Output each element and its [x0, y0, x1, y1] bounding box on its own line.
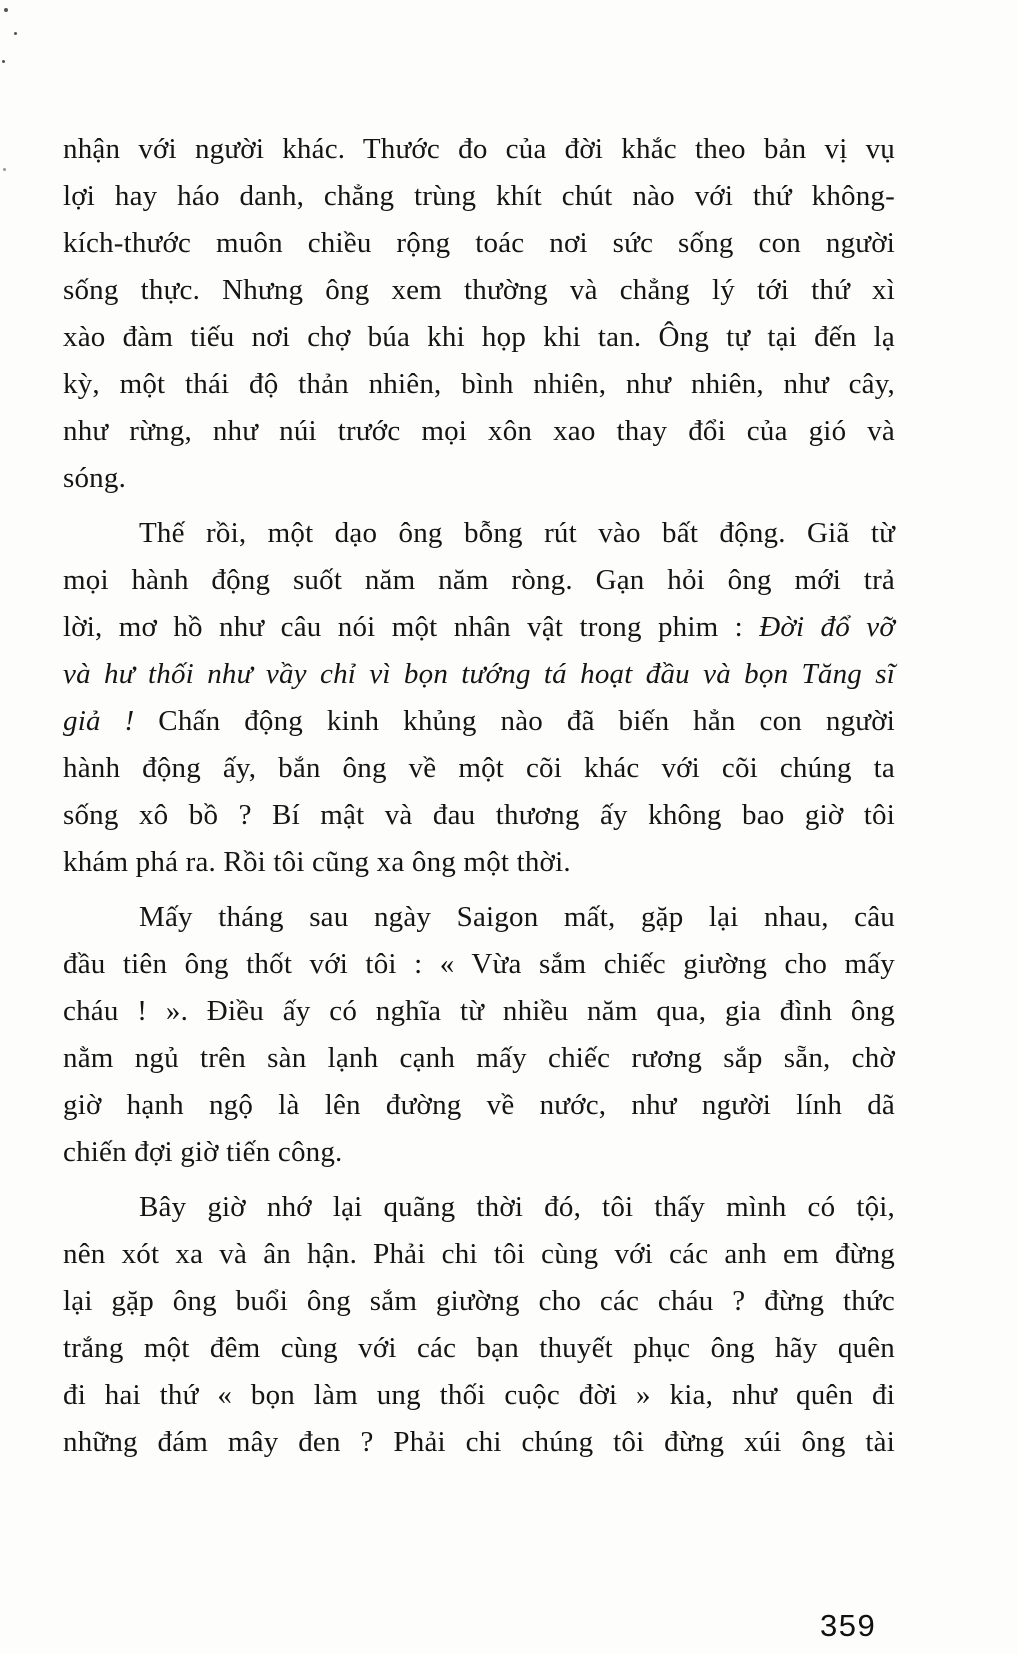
scan-speckle	[14, 32, 17, 35]
text-line: những đám mây đen ? Phải chi chúng tôi đừng xúi ông tài	[63, 1426, 895, 1458]
text-line: sóng.	[63, 462, 127, 494]
text-line: nhận với người khác. Thước đo của đời khắc theo bản vị vụ	[63, 133, 895, 165]
text-line: đi hai thứ « bọn làm ung thối cuộc đời » kia, như quên đi	[63, 1379, 895, 1411]
text-line: khám phá ra. Rồi tôi cũng xa ông một thời.	[63, 846, 571, 878]
text-line: kích-thước muôn chiều rộng toác nơi sức sống con người	[63, 227, 895, 259]
text-line	[63, 698, 895, 745]
text-line: và hư thối như vầy chỉ vì bọn tướng tá hoạt đầu và bọn Tăng sĩ	[63, 658, 895, 690]
text-segment: lời, mơ hồ như câu nói một nhân vật trong phim :	[63, 611, 760, 643]
text-line: cháu ! ». Điều ấy có nghĩa từ nhiều năm qua, gia đình ông	[63, 995, 895, 1027]
paragraph	[63, 126, 895, 502]
text-line: sống thực. Nhưng ông xem thường và chẳng lý tới thứ xì	[63, 274, 895, 306]
text-line: kỳ, một thái độ thản nhiên, bình nhiên, như nhiên, như cây,	[63, 368, 895, 400]
page-text-block	[63, 126, 895, 1466]
text-line: trắng một đêm cùng với các bạn thuyết phục ông hãy quên	[63, 1332, 895, 1364]
scan-speckle	[3, 168, 6, 171]
text-line: đầu tiên ông thốt với tôi : « Vừa sắm chiếc giường cho mấy	[63, 948, 895, 980]
text-line: mọi hành động suốt năm năm ròng. Gạn hỏi ông mới trả	[63, 564, 895, 596]
italic-text-segment: Đời đổ vỡ	[759, 611, 895, 643]
text-segment: Chấn động kinh khủng nào đã biến hẳn con người	[158, 705, 895, 737]
text-line: Mấy tháng sau ngày Saigon mất, gặp lại nhau, câu	[139, 901, 895, 933]
text-line: nên xót xa và ân hận. Phải chi tôi cùng với các anh em đừng	[63, 1238, 895, 1270]
paragraph	[63, 510, 895, 886]
page-number: 359	[820, 1608, 877, 1643]
text-line	[63, 604, 895, 651]
text-line: hành động ấy, bắn ông về một cõi khác với cõi chúng ta	[63, 752, 895, 784]
text-line: sống xô bồ ? Bí mật và đau thương ấy không bao giờ tôi	[63, 799, 895, 831]
text-line: Thế rồi, một dạo ông bỗng rút vào bất động. Giã từ	[139, 517, 895, 549]
text-line: lợi hay háo danh, chẳng trùng khít chút nào với thứ không-	[63, 180, 895, 212]
text-line: lại gặp ông buổi ông sắm giường cho các cháu ? đừng thức	[63, 1285, 895, 1317]
italic-text-segment: giả !	[63, 705, 159, 737]
paragraph	[63, 894, 895, 1176]
text-line: như rừng, như núi trước mọi xôn xao thay đổi của gió và	[63, 415, 895, 447]
paragraph	[63, 1184, 895, 1466]
text-line: Bây giờ nhớ lại quãng thời đó, tôi thấy mình có tội,	[139, 1191, 895, 1223]
text-line: giờ hạnh ngộ là lên đường về nước, như người lính dã	[63, 1089, 895, 1121]
scan-speckle	[4, 8, 8, 12]
text-line: chiến đợi giờ tiến công.	[63, 1136, 343, 1168]
scan-speckle	[2, 60, 5, 63]
text-line: xào đàm tiếu nơi chợ búa khi họp khi tan. Ông tự tại đến lạ	[63, 321, 895, 353]
text-line: nằm ngủ trên sàn lạnh cạnh mấy chiếc rương sắp sẵn, chờ	[63, 1042, 895, 1074]
